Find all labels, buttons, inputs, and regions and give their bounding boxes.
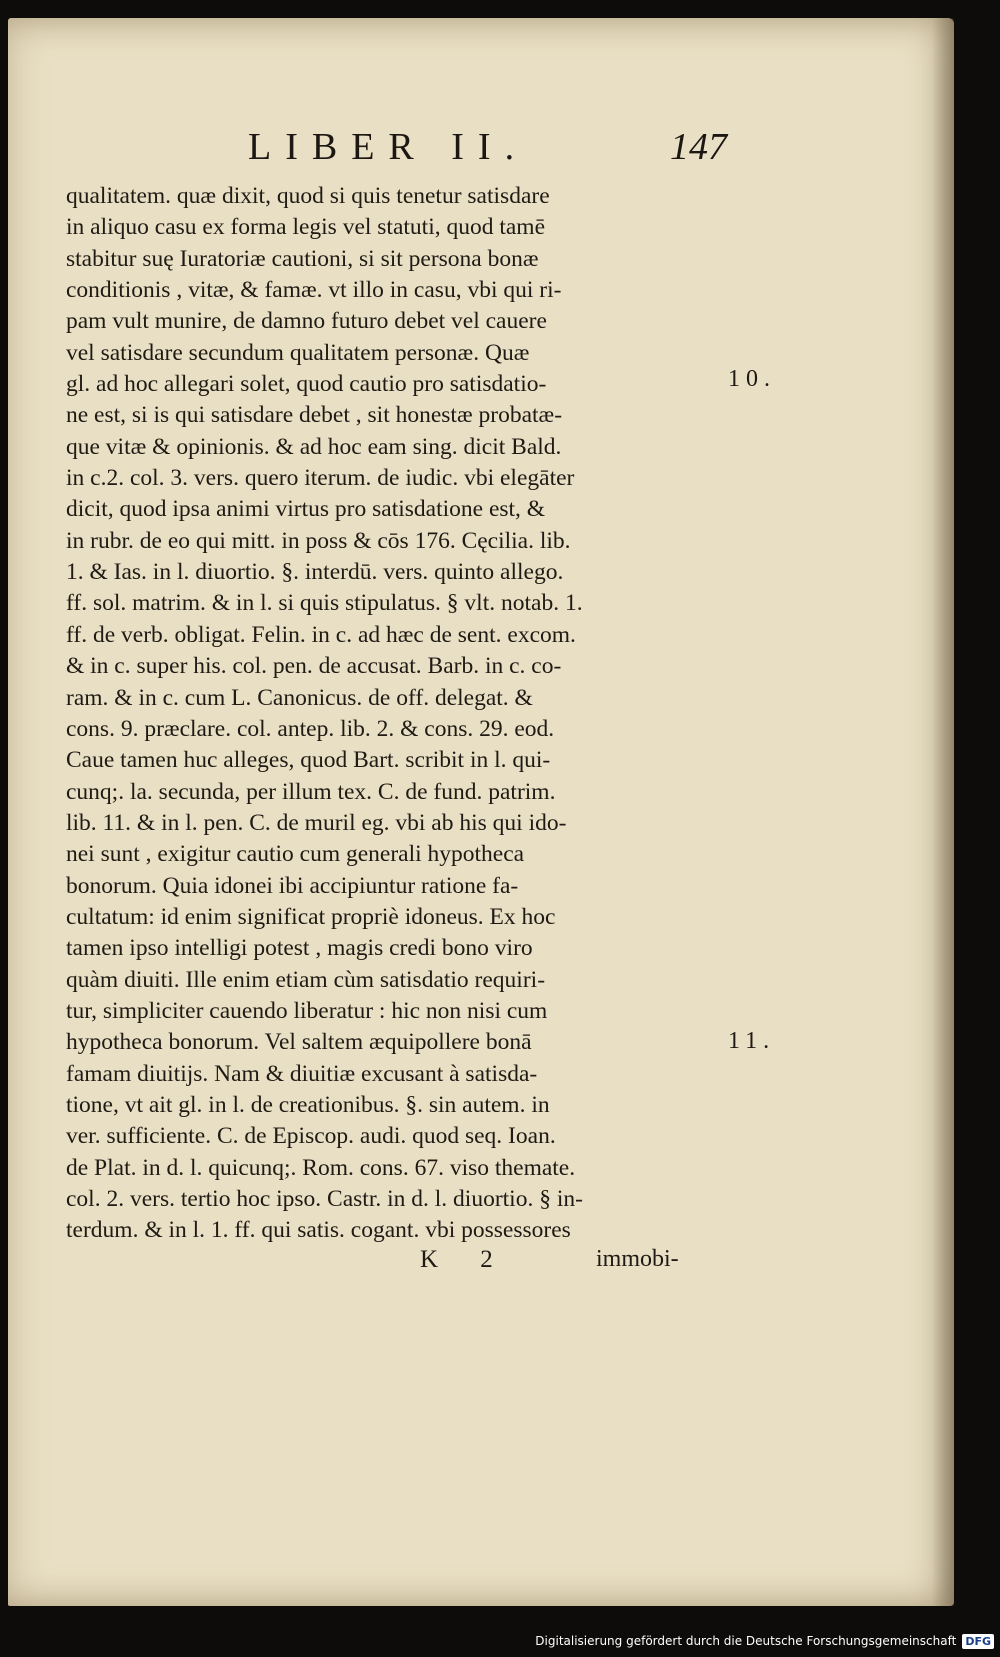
text-line: qualitatem. quæ dixit, quod si quis tenetur satisdare	[66, 183, 550, 209]
text-line: tamen ipso intelligi potest , magis credi bono viro	[66, 935, 533, 962]
text-line: que vitæ & opinionis. & ad hoc eam sing. dicit Bald.	[66, 433, 562, 460]
signature-mark: K 2	[420, 1246, 511, 1273]
text-line: in rubr. de eo qui mitt. in poss & cōs 176. Cęcilia. lib.	[66, 527, 571, 554]
page-number: 147	[670, 126, 727, 168]
text-line: lib. 11. & in l. pen. C. de muril eg. vbi ab his qui ido-	[66, 809, 567, 836]
text-line: ram. & in c. cum L. Canonicus. de off. delegat. &	[66, 684, 533, 711]
catchword: immobi-	[596, 1246, 679, 1272]
book-page	[8, 18, 954, 1606]
dfg-logo-icon: DFG	[962, 1634, 994, 1649]
text-line: stabitur suę Iuratoriæ cautioni, si sit persona bonæ	[66, 245, 539, 272]
text-line: in aliquo casu ex forma legis vel statuti, quod tamē	[66, 214, 546, 241]
text-line: famam diuitijs. Nam & diuitiæ excusant à satisda-	[66, 1060, 538, 1087]
text-line: Caue tamen huc alleges, quod Bart. scribit in l. qui-	[66, 747, 551, 774]
text-line: bonorum. Quia idonei ibi accipiuntur ratione fa-	[66, 872, 519, 899]
running-head	[8, 125, 954, 175]
text-line: ff. sol. matrim. & in l. si quis stipulatus. § vlt. notab. 1.	[66, 590, 583, 617]
text-line: tione, vt ait gl. in l. de creationibus. §. sin autem. in	[66, 1091, 550, 1118]
text-line: conditionis , vitæ, & famæ. vt illo in casu, vbi qui ri-	[66, 277, 562, 304]
text-line: in c.2. col. 3. vers. quero iterum. de iudic. vbi elegāter	[66, 465, 575, 492]
text-line: col. 2. vers. tertio hoc ipso. Castr. in d. l. diuortio. § in-	[66, 1186, 583, 1212]
text-line: tur, simpliciter cauendo liberatur : hic non nisi cum	[66, 997, 548, 1024]
text-line: cultatum: id enim significat propriè idoneus. Ex hoc	[66, 903, 556, 930]
text-line: cons. 9. præclare. col. antep. lib. 2. & cons. 29. eod.	[66, 715, 555, 742]
footer-credit: Digitalisierung gefördert durch die Deutsche Forschungsgemeinschaft	[535, 1634, 957, 1648]
text-line: hypotheca bonorum. Vel saltem æquipollere bonā	[66, 1029, 532, 1056]
text-line: vel satisdare secundum qualitatem personæ. Quæ	[66, 339, 530, 366]
text-line: & in c. super his. col. pen. de accusat. Barb. in c. co-	[66, 653, 562, 680]
text-line: 1. & Ias. in l. diuortio. §. interdū. vers. quinto allego.	[66, 559, 564, 586]
running-head-title: LIBER II.	[248, 126, 529, 168]
digitization-footer	[535, 1631, 994, 1651]
text-line: de Plat. in d. l. quicunq;. Rom. cons. 67. viso themate.	[66, 1154, 576, 1181]
text-line: dicit, quod ipsa animi virtus pro satisdatione est, &	[66, 496, 546, 523]
text-line: nei sunt , exigitur cautio cum generali hypotheca	[66, 841, 525, 868]
text-line: pam vult munire, de damno futuro debet vel cauere	[66, 308, 547, 335]
marginal-number-11: 11.	[728, 1028, 776, 1054]
text-line: gl. ad hoc allegari solet, quod cautio pro satisdatio-	[66, 371, 547, 398]
marginal-number-10: 10.	[728, 366, 776, 392]
signature-row	[8, 1246, 954, 1282]
text-line: terdum. & in l. 1. ff. qui satis. cogant. vbi possessores	[66, 1217, 571, 1244]
text-line: cunq;. la. secunda, per illum tex. C. de fund. patrim.	[66, 778, 556, 805]
text-line: quàm diuiti. Ille enim etiam cùm satisdatio requiri-	[66, 966, 546, 993]
body-text	[66, 181, 766, 1247]
text-line: ver. sufficiente. C. de Episcop. audi. quod seq. Ioan.	[66, 1123, 556, 1150]
text-line: ff. de verb. obligat. Felin. in c. ad hæc de sent. excom.	[66, 621, 576, 648]
text-line: ne est, si is qui satisdare debet , sit honestæ probatæ-	[66, 402, 563, 429]
